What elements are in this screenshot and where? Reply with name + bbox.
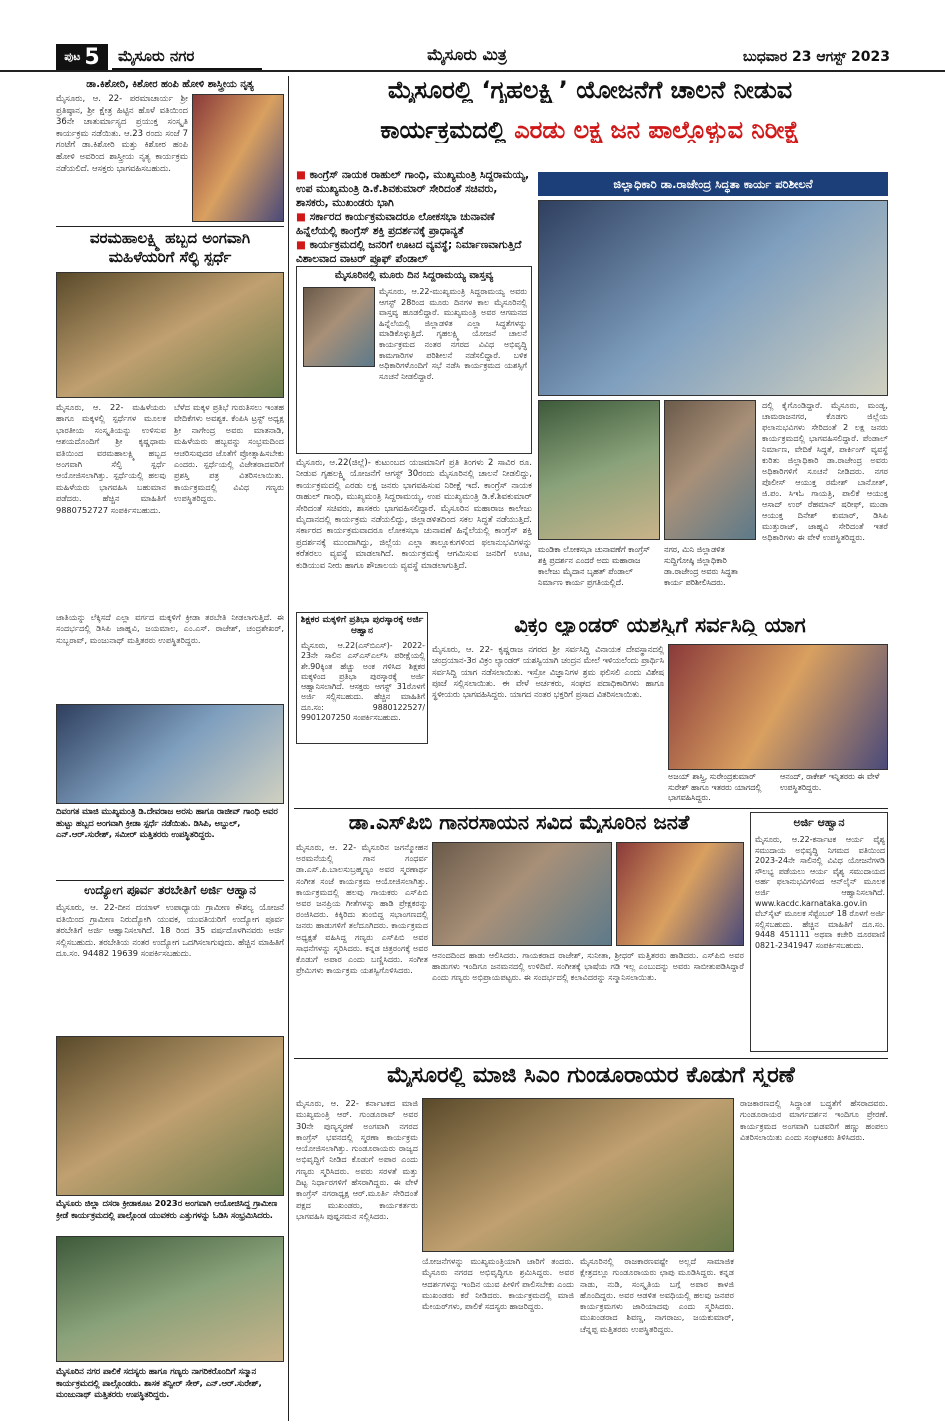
lead-bullet-2 [296,210,532,238]
lead-headline-line1: ಮೈಸೂರಲ್ಲಿ ‘ಗೃಹಲಕ್ಷ್ಮಿ’ ಯೋಜನೆಗೆ ಚಾಲನೆ ನೀಡುವ [387,78,793,104]
lead-bullets [296,168,532,265]
story-job-training-body: ಮೈಸೂರು, ಆ. 22-ದೀನ ದಯಾಳ್ ಉಪಾಧ್ಯಾಯ ಗ್ರಾಮೀಣ ಕೌಶಲ್ಯ ಯೋಜನೆ ವತಿಯಿಂದ ಗ್ರಾಮೀಣ ನಿರುದ್ಯೋಗಿ ಯುವಕ, ಯುವತಿಯರಿಗೆ ಉದ್ಯೋಗ ಪೂರ್ವ ತರಬೇತಿಗೆ ಅರ್ಜಿ ಆಹ್ವಾನಿಸಲಾಗಿದೆ. 18 ರಿಂದ 35 ವರ್ಷದೊಳಗಿನವರು ಅರ್ಜಿ ಸಲ್ಲಿಸಬಹುದು. ತರಬೇತಿಯ ನಂತರ ಉದ್ಯೋಗ ಒದಗಿಸಲಾಗುವುದು. ಹೆಚ್ಚಿನ ಮಾಹಿತಿಗೆ ದೂ.ಸಂ. 94482 19639 ಸಂಪರ್ಕಿಸಬಹುದು. [56,902,284,958]
selfie-contest-photo [56,272,284,398]
venue-photo [664,400,756,540]
scholarship-title: ಶಿಕ್ಷಕರ ಮಕ್ಕಳಿಗೆ ಪ್ರತಿಭಾ ಪುರಸ್ಕಾರಕ್ಕೆ ಅರ್ಜಿ ಆಹ್ವಾನ [300,615,424,636]
application-title: ಅರ್ಜಿ ಆಹ್ವಾನ [793,816,845,829]
masthead-logo: ಮೈಸೂರು ಮಿತ್ರ [427,45,507,64]
lead-bullet-3 [296,238,532,266]
lead-headline-red: ಎರಡು ಲಕ್ಷ ಜನ ಪಾಲ್ಗೊಳ್ಳುವ ನಿರೀಕ್ಷೆ [514,118,800,144]
bullet-icon: ■ [296,169,310,181]
lead-bullet-1 [296,168,532,210]
dc-inspection-photo [538,200,888,396]
scholarship-body: ಮೈಸೂರು, ಆ.22(ಎಸ್‌ಬಿಎಸ್)- 2022-23ನೇ ಸಾಲಿನ ಎಸ್‌ಎಸ್‌ಎಲ್‌ಸಿ ಪರೀಕ್ಷೆಯಲ್ಲಿ ಶೇ.90ಕ್ಕಿಂತ ಹೆಚ್ಚು ಅಂಕ ಗಳಿಸಿದ ಶಿಕ್ಷಕರ ಮಕ್ಕಳಿಂದ ಪ್ರತಿಭಾ ಪುರಸ್ಕಾರಕ್ಕೆ ಅರ್ಜಿ ಆಹ್ವಾನಿಸಲಾಗಿದೆ. ಆಸಕ್ತರು ಆಗಸ್ಟ್ 31ರೊಳಗೆ ಅರ್ಜಿ ಸಲ್ಲಿಸಬಹುದು. ಹೆಚ್ಚಿನ ಮಾಹಿತಿಗೆ ದೂ.ಸಂ: 9880122527/ 9901207250 ಸಂಪರ್ಕಿಸಬಹುದು. [301,641,425,723]
divider [294,808,888,809]
gundurao-body-3: ಮೈಸೂರಿನಲ್ಲಿ ರಾಜಕಾರಣವಷ್ಟೇ ಅಲ್ಲದೆ ಸಾಮಾಜಿಕ ಕ್ಷೇತ್ರದಲ್ಲೂ ಗುಂಡೂರಾಯರು ಛಾಪು ಮೂಡಿಸಿದ್ದರು. ಕನ್ನಡ ನಾಡು, ನುಡಿ, ಸಂಸ್ಕೃತಿಯ ಬಗ್ಗೆ ಅಪಾರ ಕಾಳಜಿ ಹೊಂದಿದ್ದರು. ಅವರ ಆಡಳಿತ ಅವಧಿಯಲ್ಲಿ ಹಲವು ಜನಪರ ಕಾರ್ಯಕ್ರಮಗಳು ಜಾರಿಯಾದವು ಎಂದು ಸ್ಮರಿಸಿದರು. ಮುಖಂಡರಾದ ಶಿವಣ್ಣ, ನಾಗರಾಜು, ಜಯಕುಮಾರ್, ಚೆನ್ನಪ್ಪ ಮತ್ತಿತರರು ಉಪಸ್ಥಿತರಿದ್ದರು. [580,1256,734,1334]
lead-bullet-2-text: ಸರ್ಕಾರದ ಕಾರ್ಯಕ್ರಮವಾದರೂ ಲೋಕಸಭಾ ಚುನಾವಣೆ ಹಿನ್ನೆಲೆಯಲ್ಲಿ ಕಾಂಗ್ರೆಸ್ ಶಕ್ತಿ ಪ್ರದರ್ಶನಕ್ಕೆ ಪ್ರಾಧಾನ್ಯತೆ [296,211,495,237]
divider [56,226,284,227]
lead-bullet-1-text: ಕಾಂಗ್ರೆಸ್ ನಾಯಕ ರಾಹುಲ್ ಗಾಂಧಿ, ಮುಖ್ಯಮಂತ್ರಿ ಸಿದ್ದರಾಮಯ್ಯ, ಉಪ ಮುಖ್ಯಮಂತ್ರಿ ಡಿ.ಕೆ.ಶಿವಕುಮಾರ್ ಸೇರಿದಂತೆ ಸಚಿವರು, ಶಾಸಕರು, ಮುಖಂಡರು ಭಾಗಿ [296,169,530,209]
story-selfie-title-line2: ಮಹಿಳೆಯರಿಗೆ ಸೆಲ್ಫಿ ಸ್ಪರ್ಧೆ [108,247,232,266]
sports-photo-caption: ದಿವಂಗತ ಮಾಜಿ ಮುಖ್ಯಮಂತ್ರಿ ಡಿ.ದೇವರಾಜ ಅರಸು ಹಾಗೂ ರಾಜೀವ್ ಗಾಂಧಿ ಅವರ ಹುಟ್ಟು ಹಬ್ಬದ ಅಂಗವಾಗಿ ಕ್ರೀಡಾ ಸ್ಪರ್ಧೆ ನಡೆಯಿತು. ಡಿಸಿಪಿ, ಅಬ್ದುಲ್, ಎನ್.ಆರ್.ಸುರೇಶ್, ಸಮೀರ್ ಮತ್ತಿತರರು ಉಪಸ್ಥಿತರಿದ್ದರು. [56,806,278,839]
left-column [56,76,284,1421]
spb-stage-photo [432,842,612,946]
bullet-icon: ■ [296,211,310,223]
story-sports-text: ಜಾತಿಯನ್ನು ಲೆಕ್ಕಿಸದೆ ಎಲ್ಲಾ ವರ್ಗದ ಮಕ್ಕಳಿಗೆ ಕ್ರೀಡಾ ತರಬೇತಿ ನೀಡಲಾಗುತ್ತಿದೆ. ಈ ಸಂದರ್ಭದಲ್ಲಿ ಡಿಸಿಪಿ ಜಾಹ್ನವಿ, ಜಯಮಾಲ, ಎಂ.ಎಸ್. ರಾಜೇಶ್, ಚಂದ್ರಶೇಖರ್, ಸುಬ್ಬರಾವ್, ಮಂಜುನಾಥ್ ಮತ್ತಿತರರು ಉಪಸ್ಥಿತರಿದ್ದರು. [56,612,284,700]
cm-stay-body: ಮೈಸೂರು, ಆ.22-ಮುಖ್ಯಮಂತ್ರಿ ಸಿದ್ದರಾಮಯ್ಯ ಅವರು ಆಗಸ್ಟ್ 28ರಿಂದ ಮೂರು ದಿನಗಳ ಕಾಲ ಮೈಸೂರಿನಲ್ಲಿ ವಾಸ್ತವ್ಯ ಹೂಡಲಿದ್ದಾರೆ. ಮುಖ್ಯಮಂತ್ರಿ ಅವರ ಆಗಮನದ ಹಿನ್ನೆಲೆಯಲ್ಲಿ ಜಿಲ್ಲಾಡಳಿತ ಎಲ್ಲಾ ಸಿದ್ಧತೆಗಳನ್ನು ಮಾಡಿಕೊಳ್ಳುತ್ತಿದೆ. ಗೃಹಲಕ್ಷ್ಮಿ ಯೋಜನೆ ಚಾಲನೆ ಕಾರ್ಯಕ್ರಮದ ನಂತರ ನಗರದ ವಿವಿಧ ಅಭಿವೃದ್ಧಿ ಕಾಮಗಾರಿಗಳ ಪರಿಶೀಲನೆ ನಡೆಸಲಿದ್ದಾರೆ. ಬಳಿಕ ಅಧಿಕಾರಿಗಳೊಂದಿಗೆ ಸಭೆ ನಡೆಸಿ ಕಾರ್ಯಕ್ರಮದ ಯಶಸ್ಸಿಗೆ ಸೂಚನೆ ನೀಡಲಿದ್ದಾರೆ. [379,287,527,381]
yaga-caption-2: ಆನಂದ್, ರಾಕೇಶ್ ಇನ್ನಿತರರು ಈ ವೇಳೆ ಉಪಸ್ಥಿತರಿದ್ದರು. [780,772,880,792]
cm-portrait-photo [303,287,375,367]
pendal-construction-photo [538,400,660,540]
spb-felicitation-photo [616,842,744,946]
yaga-caption: ಅಜಯ್ ಶಾಸ್ತ್ರಿ, ಸುರೇಂದ್ರಕುಮಾರ್ ಸುರೇಶ್ ಹಾಗೂ ಇತರರು ಯಾಗದಲ್ಲಿ ಭಾಗವಹಿಸಿದ್ದರು. [668,772,762,803]
application-body: ಮೈಸೂರು, ಆ.22-ಕರ್ನಾಟಕ ಆರ್ಯ ವೈಶ್ಯ ಸಮುದಾಯ ಅಭಿವೃದ್ಧಿ ನಿಗಮದ ವತಿಯಿಂದ 2023-24ನೇ ಸಾಲಿನಲ್ಲಿ ವಿವಿಧ ಯೋಜನೆಗಳಡಿ ಸೌಲಭ್ಯ ಪಡೆಯಲು ಆರ್ಯ ವೈಶ್ಯ ಸಮುದಾಯದ ಅರ್ಹ ಫಲಾನುಭವಿಗಳಿಂದ ಆನ್‌ಲೈನ್ ಮೂಲಕ ಅರ್ಜಿ ಆಹ್ವಾನಿಸಲಾಗಿದೆ. www.kacdc.karnataka.gov.in ವೆಬ್‌ಸೈಟ್ ಮೂಲಕ ಸೆಪ್ಟೆಂಬರ್ 18 ರೊಳಗೆ ಅರ್ಜಿ ಸಲ್ಲಿಸಬಹುದು. ಹೆಚ್ಚಿನ ಮಾಹಿತಿಗೆ ದೂ.ಸಂ. 9448 451111 ಅಥವಾ ಕಚೇರಿ ದೂರವಾಣಿ 0821-2341947 ಸಂಪರ್ಕಿಸಬಹುದು. [755,835,885,950]
spb-body-2: ಆನಂದದಿಂದ ಹಾಡು ಆಲಿಸಿದರು. ಗಾಯಕರಾದ ರಾಜೇಶ್, ಸುನೀತಾ, ಶ್ರೀಧರ್ ಮತ್ತಿತರರು ಹಾಡಿದರು. ಎಸ್‌ಪಿಬಿ ಅವರ ಹಾಡುಗಳು ಇಂದಿಗೂ ಜನಮನದಲ್ಲಿ ಉಳಿದಿವೆ. ಸಂಗೀತಕ್ಕೆ ಭಾಷೆಯ ಗಡಿ ಇಲ್ಲ ಎಂಬುದನ್ನು ಅವರು ಸಾಬೀತುಪಡಿಸಿದ್ದಾರೆ ಎಂದು ಗಣ್ಯರು ಅಭಿಪ್ರಾಯಪಟ್ಟರು. ಈ ಸಂದರ್ಭದಲ್ಲಿ ಕಲಾವಿದರನ್ನು ಸನ್ಮಾನಿಸಲಾಯಿತು. [432,950,744,983]
page-label: ಪುಟ [64,50,81,63]
venue-caption: ನಗರ, ಮಿನಿ ಜಿಲ್ಲಾಡಳಿತ ಸುದ್ದಿಗೋಷ್ಠಿ ಜಿಲ್ಲಾಧಿಕಾರಿ ಡಾ.ರಾಜೇಂದ್ರ ಅವರು ಸಿದ್ಧತಾ ಕಾರ್ಯ ಪರಿಶೀಲಿಸಿದರು. [664,545,738,587]
page-header [0,0,945,72]
story-selfie-body-2: ಬೆಳೆದ ಮಕ್ಕಳ ಪ್ರತಿಭೆ ಗುರುತಿಸಲು ಇಂತಹ ವೇದಿಕೆಗಳು ಅವಶ್ಯಕ. ಕೆಂಪಿಸಿ ಟ್ರಸ್ಟ್ ಅಧ್ಯಕ್ಷ ಶ್ರೀ ನಾಗೇಂದ್ರ ಅವರು ಮಾತನಾಡಿ, ಮಹಿಳೆಯರು ಹಬ್ಬವನ್ನು ಸಂಭ್ರಮದಿಂದ ಆಚರಿಸುವುದರ ಜೊತೆಗೆ ಪ್ರೋತ್ಸಾಹಿಸಬೇಕು ಎಂದರು. ಸ್ಪರ್ಧೆಯಲ್ಲಿ ವಿಜೇತರಾದವರಿಗೆ ಪ್ರಶಸ್ತಿ ಪತ್ರ ವಿತರಿಸಲಾಯಿತು. ಕಾರ್ಯಕ್ರಮದಲ್ಲಿ ವಿವಿಧ ಗಣ್ಯರು ಉಪಸ್ಥಿತರಿದ್ದರು. [174,402,284,504]
lead-side-body: ದಲ್ಲಿ ಕೈಗೊಂಡಿದ್ದಾರೆ. ಮೈಸೂರು, ಮಂಡ್ಯ, ಚಾಮರಾಜನಗರ, ಕೊಡಗು ಜಿಲ್ಲೆಯ ಫಲಾನುಭವಿಗಳು ಸೇರಿದಂತೆ 2 ಲಕ್ಷ ಜನರು ಕಾರ್ಯಕ್ರಮದಲ್ಲಿ ಭಾಗವಹಿಸಲಿದ್ದಾರೆ. ಪೆಂಡಾಲ್ ನಿರ್ಮಾಣ, ವೇದಿಕೆ ಸಿದ್ಧತೆ, ಪಾರ್ಕಿಂಗ್ ವ್ಯವಸ್ಥೆ ಕುರಿತು ಜಿಲ್ಲಾಧಿಕಾರಿ ಡಾ.ರಾಜೇಂದ್ರ ಅವರು ಅಧಿಕಾರಿಗಳಿಗೆ ಸೂಚನೆ ನೀಡಿದರು. ನಗರ ಪೊಲೀಸ್ ಆಯುಕ್ತ ರಮೇಶ್ ಬಾನೋತ್, ಜಿ.ಪಂ. ಸಿಇಓ ಗಾಯತ್ರಿ, ಪಾಲಿಕೆ ಆಯುಕ್ತ ಆಸಾದ್ ಉರ್ ರೆಹಮಾನ್ ಷರೀಫ್, ಮುಡಾ ಆಯುಕ್ತ ದಿನೇಶ್ ಕುಮಾರ್, ಡಿಸಿಪಿ ಮುತ್ತುರಾಜ್, ಜಾಹ್ನವಿ ಸೇರಿದಂತೆ ಇತರೆ ಅಧಿಕಾರಿಗಳು ಈ ವೇಳೆ ಉಪಸ್ಥಿತರಿದ್ದರು. [762,400,888,542]
column-divider [288,76,289,1421]
vikram-body: ಮೈಸೂರು, ಆ. 22- ಕೃಷ್ಣರಾಜ ನಗರದ ಶ್ರೀ ಸರ್ವಸಿದ್ದಿ ವಿನಾಯಕ ದೇವಸ್ಥಾನದಲ್ಲಿ ಚಂದ್ರಯಾನ-3ರ ವಿಕ್ರಂ ಲ್ಯಾಂಡರ್ ಯಶಸ್ವಿಯಾಗಿ ಚಂದ್ರನ ಮೇಲೆ ಇಳಿಯಲೆಂದು ಪ್ರಾರ್ಥಿಸಿ ಸರ್ವಸಿದ್ದಿ ಯಾಗ ನಡೆಸಲಾಯಿತು. ಇಸ್ರೋ ವಿಜ್ಞಾನಿಗಳ ಶ್ರಮ ಫಲಿಸಲಿ ಎಂದು ವಿಶೇಷ ಪೂಜೆ ಸಲ್ಲಿಸಲಾಯಿತು. ಈ ವೇಳೆ ಅರ್ಚಕರು, ಸಂಘದ ಪದಾಧಿಕಾರಿಗಳು ಹಾಗೂ ಸ್ಥಳೀಯರು ಭಾಗವಹಿಸಿದ್ದರು. ಯಾಗದ ನಂತರ ಭಕ್ತರಿಗೆ ಪ್ರಸಾದ ವಿತರಿಸಲಾಯಿತು. [432,644,664,700]
story-dance-title: ಡಾ.ಕಿಶೋರಿ, ಕಿಶೋರ ಹಂಪಿ ಹೋಳಿ ಶಾಸ್ತ್ರೀಯ ನೃತ್ಯ [86,79,254,90]
lead-story-body: ಮೈಸೂರು, ಆ.22(ಜಿಲ್ಲೆ)- ಕುಟುಂಬದ ಯಜಮಾನಿಗೆ ಪ್ರತಿ ತಿಂಗಳು 2 ಸಾವಿರ ರೂ. ನೀಡುವ ಗೃಹಲಕ್ಷ್ಮಿ ಯೋಜನೆಗೆ ಆಗಸ್ಟ್ 30ರಂದು ಮೈಸೂರಿನಲ್ಲಿ ಚಾಲನೆ ನೀಡಲಿದ್ದು, ಕಾರ್ಯಕ್ರಮದಲ್ಲಿ ಎರಡು ಲಕ್ಷ ಜನರು ಭಾಗವಹಿಸುವ ನಿರೀಕ್ಷೆ ಇದೆ. ಕಾಂಗ್ರೆಸ್ ನಾಯಕ ರಾಹುಲ್ ಗಾಂಧಿ, ಮುಖ್ಯಮಂತ್ರಿ ಸಿದ್ದರಾಮಯ್ಯ, ಉಪ ಮುಖ್ಯಮಂತ್ರಿ ಡಿ.ಕೆ.ಶಿವಕುಮಾರ್ ಸೇರಿದಂತೆ ಸಚಿವರು, ಶಾಸಕರು ಭಾಗವಹಿಸಲಿದ್ದಾರೆ. ಮೈಸೂರಿನ ಮಹಾರಾಜ ಕಾಲೇಜು ಮೈದಾನದಲ್ಲಿ ಕಾರ್ಯಕ್ರಮ ನಡೆಯಲಿದ್ದು, ಜಿಲ್ಲಾಡಳಿತದಿಂದ ಸಕಲ ಸಿದ್ಧತೆ ನಡೆಯುತ್ತಿದೆ. ಸರ್ಕಾರದ ಕಾರ್ಯಕ್ರಮವಾದರೂ ಲೋಕಸಭಾ ಚುನಾವಣೆ ಹಿನ್ನೆಲೆಯಲ್ಲಿ ಕಾಂಗ್ರೆಸ್ ಶಕ್ತಿ ಪ್ರದರ್ಶನಕ್ಕೆ ಮುಂದಾಗಿದ್ದು, ಜಿಲ್ಲೆಯ ಎಲ್ಲಾ ತಾಲ್ಲೂಕುಗಳಿಂದ ಫಲಾನುಭವಿಗಳನ್ನು ಕರೆತರಲು ವ್ಯವಸ್ಥೆ ಮಾಡಲಾಗಿದೆ. ಕಾರ್ಯಕ್ರಮಕ್ಕೆ ಆಗಮಿಸುವ ಜನರಿಗೆ ಊಟ, ಕುಡಿಯುವ ನೀರು ಹಾಗೂ ಶೌಚಾಲಯ ವ್ಯವಸ್ಥೆ ಮಾಡಲಾಗುತ್ತಿದೆ. [296,458,532,571]
gundurao-body-4: ರಾಜಕಾರಣದಲ್ಲಿ ಸಿದ್ಧಾಂತ ಬದ್ಧತೆಗೆ ಹೆಸರಾದವರು. ಗುಂಡೂರಾಯರ ಮಾರ್ಗದರ್ಶನ ಇಂದಿಗೂ ಪ್ರೇರಣೆ. ಕಾರ್ಯಕ್ರಮದ ಅಂಗವಾಗಿ ಬಡವರಿಗೆ ಹಣ್ಣು ಹಂಪಲು ವಿತರಿಸಲಾಯಿತು ಎಂದು ಸಂಘಟಕರು ತಿಳಿಸಿದರು. [740,1098,888,1142]
story-selfie-title-line1: ವರಮಹಾಲಕ್ಷ್ಮಿ ಹಬ್ಬದ ಅಂಗವಾಗಿ [89,229,251,247]
spb-headline: ಡಾ.ಎಸ್‌ಪಿಬಿ ಗಾನರಸಾಯನ ಸವಿದ ಮೈಸೂರಿನ ಜನತೆ [348,812,690,833]
issue-date: ಬುಧವಾರ 23 ಆಗಸ್ಟ್ 2023 [742,49,890,65]
story-selfie-body: ಮೈಸೂರು, ಆ. 22- ಮಹಿಳೆಯರು ಹಾಗೂ ಮಕ್ಕಳಲ್ಲಿ ಸ್ಪರ್ಧೆಗಳ ಮೂಲಕ ಭಾರತೀಯ ಸಂಸ್ಕೃತಿಯನ್ನು ಉಳಿಸುವ ಆಶಯದೊಂದಿಗೆ ಶ್ರೀ ಕೃಷ್ಣಧಾಮ ವತಿಯಿಂದ ವರಮಹಾಲಕ್ಷ್ಮಿ ಹಬ್ಬದ ಅಂಗವಾಗಿ ಸೆಲ್ಫಿ ಸ್ಪರ್ಧೆ ಆಯೋಜಿಸಲಾಗಿತ್ತು. ಸ್ಪರ್ಧೆಯಲ್ಲಿ ಹಲವು ಮಹಿಳೆಯರು ಭಾಗವಹಿಸಿ ಬಹುಮಾನ ಪಡೆದರು. ಹೆಚ್ಚಿನ ಮಾಹಿತಿಗೆ 9880752727 ಸಂಪರ್ಕಿಸಬಹುದು. [56,402,166,515]
group-felicitation-photo [56,1236,284,1362]
page-number-badge [56,44,108,70]
gundurao-body-2: ಯೋಜನೆಗಳನ್ನು ಮುಖ್ಯಮಂತ್ರಿಯಾಗಿ ಜಾರಿಗೆ ತಂದರು. ಮೈಸೂರು ನಗರದ ಅಭಿವೃದ್ಧಿಗೂ ಶ್ರಮಿಸಿದ್ದರು. ಅವರ ಆದರ್ಶಗಳನ್ನು ಇಂದಿನ ಯುವ ಪೀಳಿಗೆ ಪಾಲಿಸಬೇಕು ಎಂದು ಮುಖಂಡರು ಕರೆ ನೀಡಿದರು. ಕಾರ್ಯಕ್ರಮದಲ್ಲಿ ಮಾಜಿ ಮೇಯರ್‌ಗಳು, ಪಾಲಿಕೆ ಸದಸ್ಯರು ಹಾಜರಿದ್ದರು. [422,1256,574,1312]
story-selfie-title [56,231,284,266]
lead-headline-line2 [294,118,886,143]
spb-body: ಮೈಸೂರು, ಆ. 22- ಮೈಸೂರಿನ ಜಗನ್ಮೋಹನ ಅರಮನೆಯಲ್ಲಿ ಗಾನ ಗಂಧರ್ವ ಡಾ.ಎಸ್.ಪಿ.ಬಾಲಸುಬ್ರಹ್ಮಣ್ಯಂ ಅವರ ಸ್ಮರಣಾರ್ಥ ಸಂಗೀತ ಸಂಜೆ ಕಾರ್ಯಕ್ರಮ ಆಯೋಜಿಸಲಾಗಿತ್ತು. ಕಾರ್ಯಕ್ರಮದಲ್ಲಿ ಹಲವು ಗಾಯಕರು ಎಸ್‌ಪಿಬಿ ಅವರ ಜನಪ್ರಿಯ ಗೀತೆಗಳನ್ನು ಹಾಡಿ ಪ್ರೇಕ್ಷಕರನ್ನು ರಂಜಿಸಿದರು. ಕಿಕ್ಕಿರಿದು ತುಂಬಿದ್ದ ಸಭಾಂಗಣದಲ್ಲಿ ಜನರು ಹಾಡುಗಳಿಗೆ ತಲೆದೂಗಿದರು. ಕಾರ್ಯಕ್ರಮದ ಅಧ್ಯಕ್ಷತೆ ವಹಿಸಿದ್ದ ಗಣ್ಯರು ಎಸ್‌ಪಿಬಿ ಅವರ ಸಾಧನೆಗಳನ್ನು ಸ್ಮರಿಸಿದರು. ಕನ್ನಡ ಚಿತ್ರರಂಗಕ್ಕೆ ಅವರ ಕೊಡುಗೆ ಅಪಾರ ಎಂದು ಬಣ್ಣಿಸಿದರು. ಸಂಗೀತ ಪ್ರೇಮಿಗಳು ಕಾರ್ಯಕ್ರಮ ಯಶಸ್ವಿಗೊಳಿಸಿದರು. [296,842,428,976]
story-dance-body: ಮೈಸೂರು, ಆ. 22- ಪರಮಾಚಾರ್ಯ ಶ್ರೀ ಪ್ರತಿಷ್ಠಾನ, ಶ್ರೀ ಕ್ಷೇತ್ರ ಹಿಟ್ಟಿನ ಹೊಳೆ ವತಿಯಿಂದ 36ನೇ ಚಾತುರ್ಮಾಸ್ಯದ ಪ್ರಯುಕ್ತ ಸಂಸ್ಕೃತಿ ಕಾರ್ಯಕ್ರಮ ನಡೆಯಿತು. ಆ.23 ರಂದು ಸಂಜೆ 7 ಗಂಟೆಗೆ ಡಾ.ಕಿಶೋರಿ ಮತ್ತು ಕಿಶೋರ ಹಂಪಿ ಹೋಳಿ ಅವರಿಂದ ಶಾಸ್ತ್ರೀಯ ನೃತ್ಯ ಕಾರ್ಯಕ್ರಮ ನಡೆಯಲಿದೆ. ಆಸಕ್ತರು ಭಾಗವಹಿಸಬಹುದು. [56,94,188,174]
sports-kids-photo [56,704,284,804]
section-name: ಮೈಸೂರು ನಗರ [112,44,262,70]
story-job-training-title: ಉದ್ಯೋಗ ಪೂರ್ವ ತರಬೇತಿಗೆ ಅರ್ಜಿ ಆಹ್ವಾನ [84,883,256,897]
gundurao-body: ಮೈಸೂರು, ಆ. 22- ಕರ್ನಾಟಕದ ಮಾಜಿ ಮುಖ್ಯಮಂತ್ರಿ ಆರ್. ಗುಂಡೂರಾವ್ ಅವರ 30ನೇ ಪುಣ್ಯಸ್ಮರಣೆ ಅಂಗವಾಗಿ ನಗರದ ಕಾಂಗ್ರೆಸ್ ಭವನದಲ್ಲಿ ಸ್ಮರಣಾ ಕಾರ್ಯಕ್ರಮ ಆಯೋಜಿಸಲಾಗಿತ್ತು. ಗುಂಡೂರಾಯರು ರಾಜ್ಯದ ಅಭಿವೃದ್ಧಿಗೆ ನೀಡಿದ ಕೊಡುಗೆ ಅಪಾರ ಎಂದು ಗಣ್ಯರು ಸ್ಮರಿಸಿದರು. ಅವರು ಸರಳತೆ ಮತ್ತು ದಿಟ್ಟ ನಿರ್ಧಾರಗಳಿಗೆ ಹೆಸರಾಗಿದ್ದರು. ಈ ವೇಳೆ ಕಾಂಗ್ರೆಸ್ ನಗರಾಧ್ಯಕ್ಷ ಆರ್.ಮೂರ್ತಿ ಸೇರಿದಂತೆ ಪಕ್ಷದ ಮುಖಂಡರು, ಕಾರ್ಯಕರ್ತರು ಭಾಗವಹಿಸಿ ಪುಷ್ಪನಮನ ಸಲ್ಲಿಸಿದರು. [296,1098,418,1221]
lead-headline-black: ಕಾರ್ಯಕ್ರಮದಲ್ಲಿ [380,118,506,144]
application-box [750,812,888,1052]
divider [294,1058,888,1059]
group-felicitation-caption: ಮೈಸೂರಿನ ನಗರ ಪಾಲಿಕೆ ಸದಸ್ಯರು ಹಾಗೂ ಗಣ್ಯರು ನಾಗರಿಕರೊಂದಿಗೆ ಸನ್ಮಾನ ಕಾರ್ಯಕ್ರಮದಲ್ಲಿ ಪಾಲ್ಗೊಂಡರು. ಶಾಸಕ ತನ್ವೀರ್ ಸೇಠ್, ಎನ್.ಆರ್.ಸುರೇಶ್, ಮಂಜುನಾಥ್ ಮತ್ತಿತರರು ಉಪಸ್ಥಿತರಿದ್ದರು. [56,1366,262,1399]
pendal-caption: ಮಂಡಿಕಾ ಲೋಕಸಭಾ ಚುನಾವಣೆಗೆ ಕಾಂಗ್ರೆಸ್ ಶಕ್ತಿ ಪ್ರದರ್ಶನ ಎಂದರೆ ಅದು ಮಹಾರಾಜ ಕಾಲೇಜು ಮೈದಾನ ಬೃಹತ್ ಪೆಂಡಾಲ್ ನಿರ್ಮಾಣ ಕಾರ್ಯ ಪ್ರಗತಿಯಲ್ಲಿದೆ. [538,545,650,587]
dance-photo [192,94,284,222]
scholarship-box [296,612,428,744]
lead-bullet-3-text: ಕಾರ್ಯಕ್ರಮದಲ್ಲಿ ಜನರಿಗೆ ಊಟದ ವ್ಯವಸ್ಥೆ; ನಿರ್ಮಾಣವಾಗುತ್ತಿದೆ ವಿಶಾಲವಾದ ವಾಟರ್ ಪ್ರೂಫ್ ಪೆಂಡಾಲ್ [296,239,522,265]
gundurao-headline: ಮೈಸೂರಲ್ಲಿ ಮಾಜಿ ಸಿಎಂ ಗುಂಡೂರಾಯರ ಕೊಡುಗೆ ಸ್ಮರಣೆ [387,1064,795,1088]
divider [56,880,284,881]
page-number: 5 [84,44,100,70]
cm-stay-title: ಮೈಸೂರಿನಲ್ಲಿ ಮೂರು ದಿನ ಸಿದ್ದರಾಮಯ್ಯ ವಾಸ್ತವ್ಯ [334,270,494,281]
vikram-headline: ವಿಕ್ರಂ ಲ್ಯಾಂಡರ್ ಯಶಸ್ವಿಗೆ ಸರ್ವಸಿದ್ದಿ ಯಾಗ [514,614,806,637]
cm-stay-box [296,266,532,454]
lead-photo-banner: ಜಿಲ್ಲಾಧಿಕಾರಿ ಡಾ.ರಾಜೇಂದ್ರ ಸಿದ್ಧತಾ ಕಾರ್ಯ ಪರಿಶೀಲನೆ [538,172,888,196]
gundurao-tribute-photo [422,1098,734,1252]
bull-race-photo [56,1036,284,1196]
bull-race-caption: ಮೈಸೂರು ಜಿಲ್ಲಾ ದಸರಾ ಕ್ರೀಡಾಕೂಟ 2023ರ ಅಂಗವಾಗಿ ಆಯೋಜಿಸಿದ್ದ ಗ್ರಾಮೀಣ ಕ್ರೀಡೆ ಕಾರ್ಯಕ್ರಮದಲ್ಲಿ ಪಾಲ್ಗೊಂಡ ಯುವಕರು ಎತ್ತುಗಳನ್ನು ಓಡಿಸಿ ಸಂಭ್ರಮಿಸಿದರು. [56,1198,278,1220]
yaga-photo [668,644,888,770]
bullet-icon: ■ [296,239,310,251]
